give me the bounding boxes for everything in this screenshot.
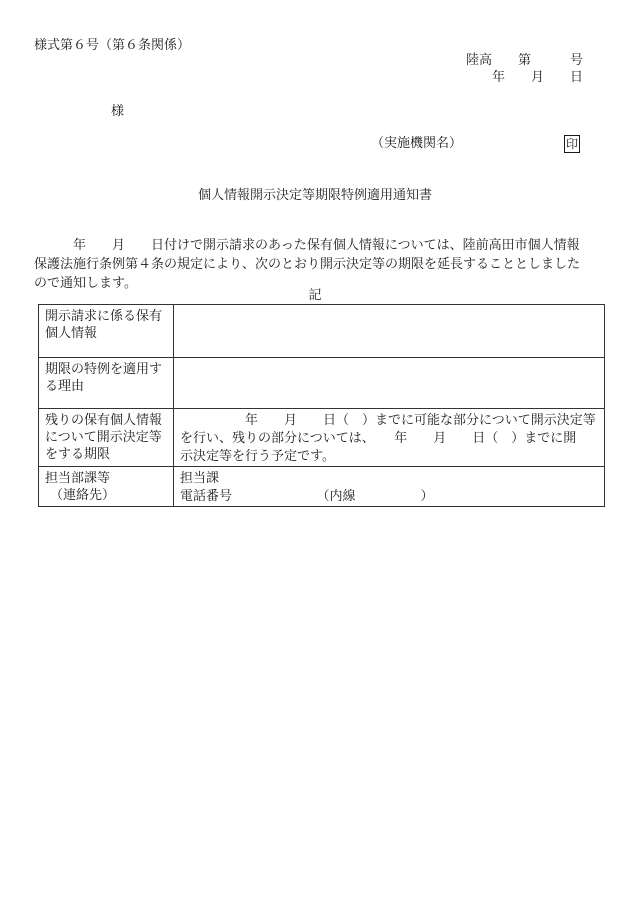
table-label: 開示請求に係る保有個人情報 bbox=[39, 305, 174, 358]
contact-dept: 担当課 bbox=[180, 471, 220, 486]
table-label bbox=[39, 467, 174, 507]
table-value bbox=[174, 409, 605, 467]
notice-body-line: ので通知します。 bbox=[34, 276, 137, 291]
deadline-line: 年 月 日（ ）までに可能な部分について開示決定等 bbox=[180, 413, 596, 428]
contact-dept-label: 担当部課等 bbox=[45, 471, 111, 486]
recipient-honorific: 様 bbox=[111, 104, 125, 119]
table-value bbox=[174, 358, 605, 409]
ki-heading: 記 bbox=[308, 288, 322, 303]
contact-phone: 電話番号 （内線 ） bbox=[180, 489, 434, 504]
contact-info-label: （連絡先） bbox=[50, 488, 116, 503]
notice-body bbox=[34, 236, 604, 293]
table-row bbox=[39, 358, 605, 409]
seal-mark: 印 bbox=[565, 137, 578, 151]
document-number: 陸高 第 号 bbox=[466, 53, 584, 68]
deadline-line: を行い、残りの部分については、 年 月 日（ ）までに開 bbox=[180, 431, 577, 446]
table-value bbox=[174, 467, 605, 507]
table-label: 期限の特例を適用する理由 bbox=[39, 358, 174, 409]
table-row bbox=[39, 305, 605, 358]
issuing-organization: （実施機関名） bbox=[371, 136, 463, 151]
table-label: 残りの保有個人情報について開示決定等をする期限 bbox=[39, 409, 174, 467]
document-title: 個人情報開示決定等期限特例適用通知書 bbox=[197, 188, 432, 203]
details-table bbox=[38, 304, 605, 507]
table-row bbox=[39, 409, 605, 467]
table-value bbox=[174, 305, 605, 358]
document-date: 年 月 日 bbox=[492, 70, 584, 85]
notice-body-line: 年 月 日付けで開示請求のあった保有個人情報については、陸前高田市個人情報 bbox=[34, 238, 580, 253]
table-row bbox=[39, 467, 605, 507]
deadline-line: 示決定等を行う予定です。 bbox=[180, 449, 335, 464]
form-number: 様式第６号（第６条関係） bbox=[34, 38, 191, 53]
notice-body-line: 保護法施行条例第４条の規定により、次のとおり開示決定等の期限を延長することとしました bbox=[34, 257, 581, 272]
